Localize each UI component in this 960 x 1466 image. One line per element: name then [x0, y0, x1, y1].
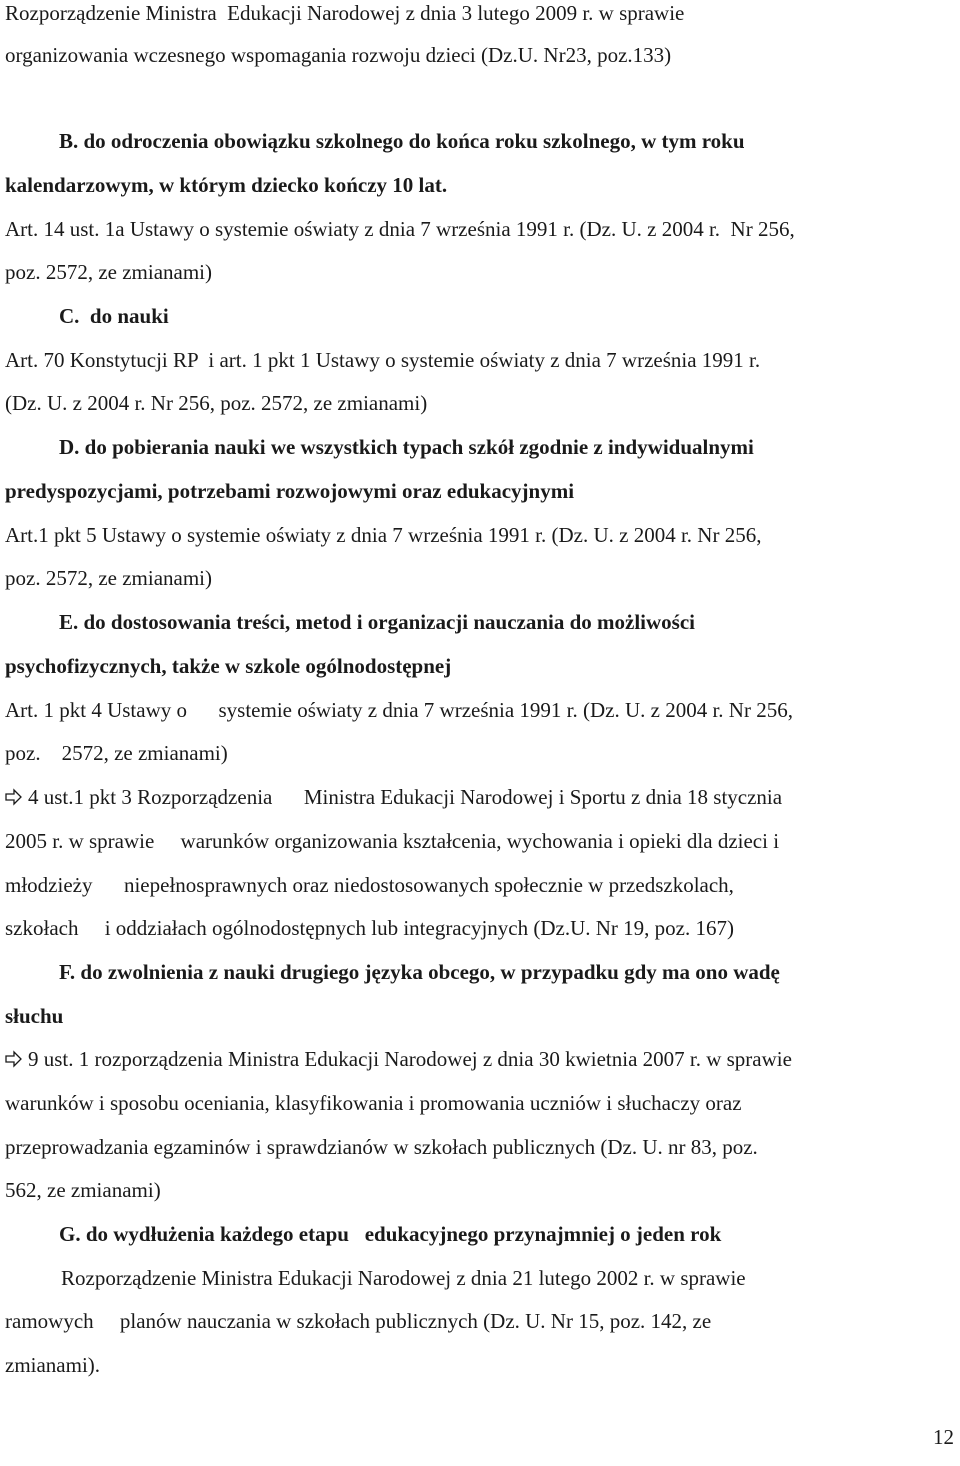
section-heading-b: B. do odroczenia obowiązku szkolnego do końca roku szkolnego, w tym roku: [59, 129, 745, 153]
text-line: poz. 2572, ze zmianami): [5, 741, 228, 765]
text-line: poz. 2572, ze zmianami): [5, 260, 213, 284]
section-heading-g: G. do wydłużenia każdego etapu edukacyjnego przynajmniej o jeden rok: [59, 1222, 722, 1246]
text-line: zmianami).: [5, 1353, 101, 1377]
page-number: 12: [933, 1425, 954, 1449]
bullet-text: 9 ust. 1 rozporządzenia Ministra Edukacji Narodowej z dnia 30 kwietnia 2007 r. w sprawie: [28, 1047, 792, 1071]
section-heading-f: F. do zwolnienia z nauki drugiego języka obcego, w przypadku gdy ma ono wadę: [59, 960, 780, 984]
text-line: (Dz. U. z 2004 r. Nr 256, poz. 2572, ze zmianami): [5, 391, 428, 415]
section-heading-c: C. do nauki: [59, 304, 169, 328]
text-line: Art. 14 ust. 1a Ustawy o systemie oświaty z dnia 7 września 1991 r. (Dz. U. z 2004 r. Nr 256,: [5, 217, 795, 241]
text-line: 2005 r. w sprawie warunków organizowania kształcenia, wychowania i opieki dla dzieci i: [5, 829, 780, 853]
text-line: 562, ze zmianami): [5, 1178, 161, 1202]
bullet-line: [5, 1046, 792, 1072]
bullet-line: [5, 784, 782, 810]
text-line: ramowych planów nauczania w szkołach publicznych (Dz. U. Nr 15, poz. 142, ze: [5, 1309, 712, 1333]
text-line: Art.1 pkt 5 Ustawy o systemie oświaty z dnia 7 września 1991 r. (Dz. U. z 2004 r. Nr 256,: [5, 523, 762, 547]
text-line: Rozporządzenie Ministra Edukacji Narodowej z dnia 21 lutego 2002 r. w sprawie: [61, 1266, 746, 1290]
section-heading-d: D. do pobierania nauki we wszystkich typach szkół zgodnie z indywidualnymi: [59, 435, 754, 459]
text-line: Art. 70 Konstytucji RP i art. 1 pkt 1 Ustawy o systemie oświaty z dnia 7 września 1991 r.: [5, 348, 761, 372]
text-line: przeprowadzania egzaminów i sprawdzianów w szkołach publicznych (Dz. U. nr 83, poz.: [5, 1135, 758, 1159]
text-line: poz. 2572, ze zmianami): [5, 566, 213, 590]
text-line: warunków i sposobu oceniania, klasyfikowania i promowania uczniów i słuchaczy oraz: [5, 1091, 742, 1115]
text-line: organizowania wczesnego wspomagania rozwoju dzieci (Dz.U. Nr23, poz.133): [5, 43, 672, 67]
section-heading-e: E. do dostosowania treści, metod i organizacji nauczania do możliwości: [59, 610, 696, 634]
text-line: młodzieży niepełnosprawnych oraz niedostosowanych społecznie w przedszkolach,: [5, 873, 734, 897]
section-heading-b-cont: kalendarzowym, w którym dziecko kończy 10 lat.: [5, 173, 448, 197]
arrow-bullet-icon: [5, 788, 22, 806]
arrow-bullet-icon: [5, 1050, 22, 1068]
text-line: szkołach i oddziałach ogólnodostępnych lub integracyjnych (Dz.U. Nr 19, poz. 167): [5, 916, 734, 940]
section-heading-f-cont: słuchu: [5, 1004, 64, 1028]
text-line: Art. 1 pkt 4 Ustawy o systemie oświaty z dnia 7 września 1991 r. (Dz. U. z 2004 r. Nr 256,: [5, 698, 793, 722]
text-line: Rozporządzenie Ministra Edukacji Narodowej z dnia 3 lutego 2009 r. w sprawie: [5, 1, 685, 25]
bullet-text: 4 ust.1 pkt 3 Rozporządzenia Ministra Edukacji Narodowej i Sportu z dnia 18 stycznia: [28, 785, 783, 809]
section-heading-e-cont: psychofizycznych, także w szkole ogólnodostępnej: [5, 654, 452, 678]
section-heading-d-cont: predyspozycjami, potrzebami rozwojowymi oraz edukacyjnymi: [5, 479, 575, 503]
